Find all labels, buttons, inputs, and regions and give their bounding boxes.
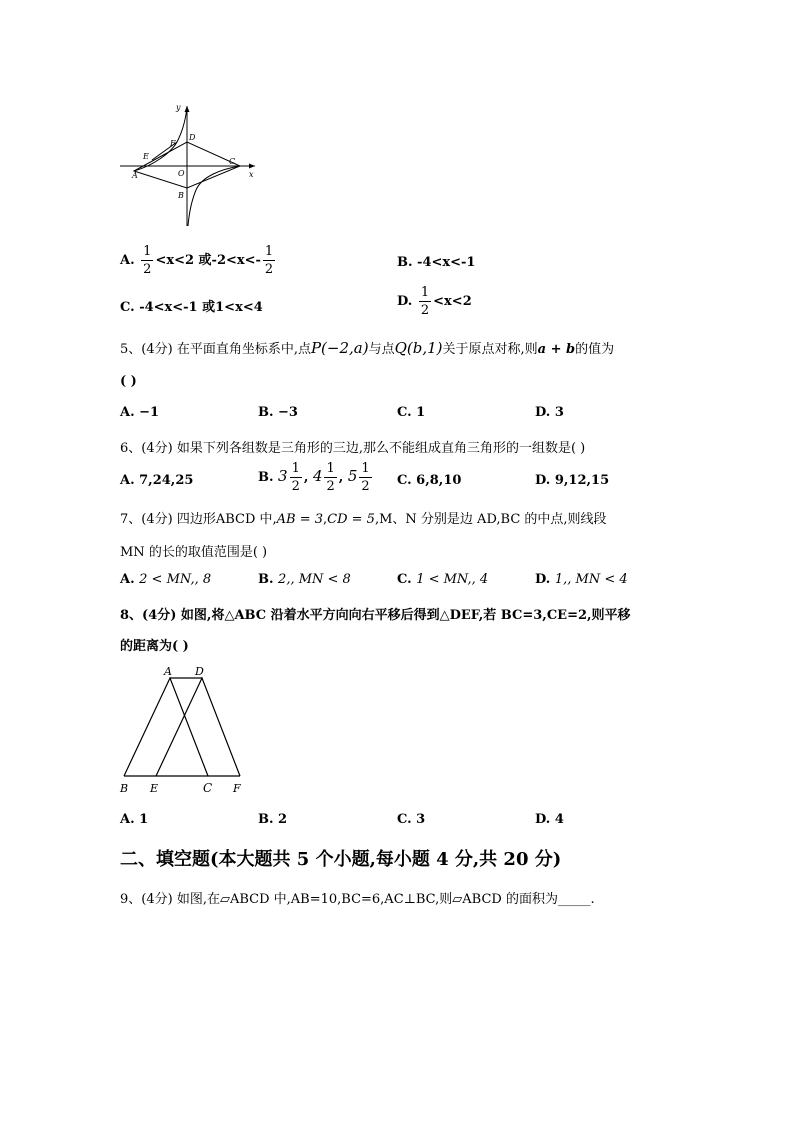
q8-option-c[interactable]: C. 3	[397, 812, 426, 827]
question-9: 9、(4分) 如图,在▱ABCD 中,AB=10,BC=6,AC⊥BC,则▱ABCD 的面积为_____.	[120, 892, 595, 907]
section-title: 二、填空题(本大题共 5 个小题,每小题 4 分,共 20 分)	[120, 849, 562, 870]
q5-option-b[interactable]: B. −3	[258, 405, 298, 420]
label-y: y	[176, 103, 181, 112]
label-f: F	[170, 139, 176, 148]
label-d: D	[195, 665, 204, 678]
question-7-line2: MN 的长的取值范围是( )	[120, 545, 268, 560]
label-f: F	[233, 782, 241, 795]
question-8-line2: 的距离为( )	[120, 639, 189, 654]
fraction: $\frac{1}{2}$	[143, 244, 152, 277]
question-7: 7、(4分) 四边形ABCD 中,AB = 3,CD = 5,M、N 分别是边 AD,BC 的中点,则线段	[120, 512, 607, 527]
q7-option-a[interactable]: A. 2 < MN,, 8	[120, 572, 212, 587]
q4-option-c[interactable]: C. -4<x<-1 或1<x<4	[120, 300, 263, 315]
q8-option-a[interactable]: A. 1	[120, 812, 149, 827]
fraction: $\frac{1}{2}$	[361, 461, 370, 494]
question-6: 6、(4分) 如果下列各组数是三角形的三边,那么不能组成直角三角形的一组数是( )	[120, 441, 586, 456]
q7-option-d[interactable]: D. 1,, MN < 4	[535, 572, 628, 587]
hyperbola-left	[134, 107, 187, 171]
q5-paren: ( )	[120, 374, 137, 389]
label-o: O	[178, 169, 185, 178]
q4-option-d[interactable]: D. $\frac{1}{2}$ <x<2	[397, 285, 472, 318]
coordinate-figure	[112, 98, 272, 233]
label-d: D	[189, 133, 196, 142]
fraction: $\frac{1}{2}$	[326, 461, 335, 494]
question-5: 5、(4分) 在平面直角坐标系中,点P(−2,a)与点Q(b,1)关于原点对称,则a + b的值为	[120, 339, 615, 357]
q8-option-b[interactable]: B. 2	[258, 812, 288, 827]
label-a: A	[132, 171, 138, 180]
q6-option-c[interactable]: C. 6,8,10	[397, 473, 462, 488]
q4-option-b[interactable]: B. -4<x<-1	[397, 255, 476, 270]
label-e: E	[143, 152, 149, 161]
label-a: A	[164, 665, 172, 678]
q4-option-a[interactable]: A. $\frac{1}{2}$ <x<2 或-2<x<- $\frac{1}{2}$	[120, 244, 274, 277]
label-e: E	[150, 782, 159, 795]
q5-option-c[interactable]: C. 1	[397, 405, 426, 420]
q8-option-d[interactable]: D. 4	[535, 812, 564, 827]
x-arrow	[249, 164, 255, 169]
label-b: B	[120, 782, 129, 795]
fraction: $\frac{1}{2}$	[291, 461, 300, 494]
fraction: $\frac{1}{2}$	[264, 244, 274, 277]
label-c: C	[203, 781, 213, 795]
q5-option-a[interactable]: A. −1	[120, 405, 160, 420]
q7-option-b[interactable]: B. 2,, MN < 8	[258, 572, 351, 587]
q6-option-d[interactable]: D. 9,12,15	[535, 473, 610, 488]
triangle-def	[156, 678, 240, 776]
q7-option-c[interactable]: C. 1 < MN,, 4	[397, 572, 489, 587]
q5-option-d[interactable]: D. 3	[535, 405, 564, 420]
translation-figure	[112, 663, 252, 798]
label-b: B	[178, 191, 184, 200]
hyperbola-right	[188, 166, 240, 226]
question-8: 8、(4分) 如图,将△ABC 沿着水平方向向右平移后得到△DEF,若 BC=3,CE=2,则平移	[120, 608, 631, 623]
label-x: x	[249, 170, 254, 179]
q6-option-b[interactable]: B. 3 $\frac{1}{2}$ , 4 $\frac{1}{2}$ , 5 $\frac{1}{2}$	[258, 461, 370, 494]
label-c: C	[229, 157, 236, 166]
q6-option-a[interactable]: A. 7,24,25	[120, 473, 194, 488]
fraction: $\frac{1}{2}$	[420, 285, 430, 318]
